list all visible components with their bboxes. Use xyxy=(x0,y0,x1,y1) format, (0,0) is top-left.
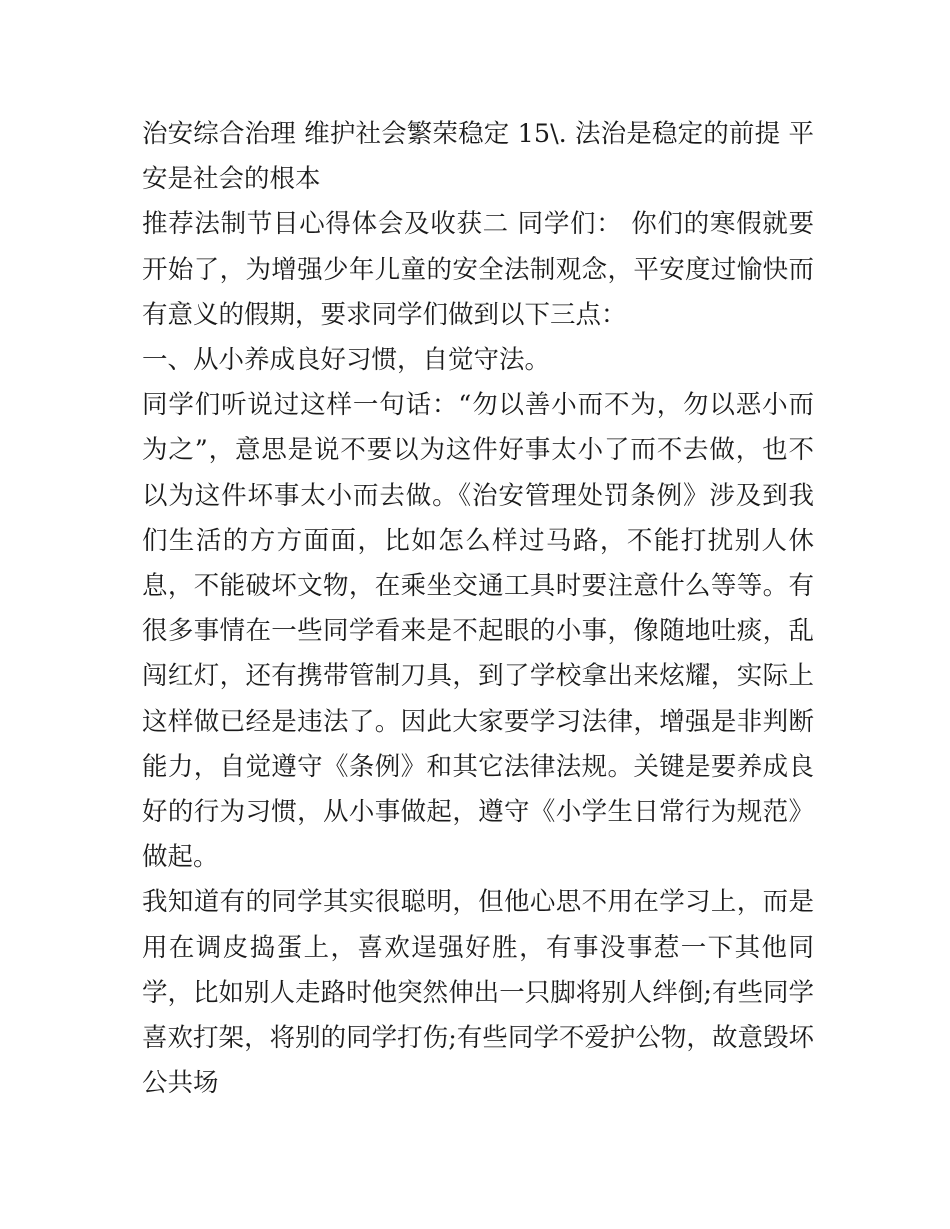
paragraph-intro: 推荐法制节目心得体会及收获二 同学们： 你们的寒假就要开始了，为增强少年儿童的安全法制观念，平安度过愉快而有意义的假期，要求同学们做到以下三点： xyxy=(142,209,814,330)
document-body xyxy=(142,112,814,1106)
paragraph-heading-one: 一、从小养成良好习惯，自觉守法。 xyxy=(142,345,551,376)
paragraph-body: 我知道有的同学其实很聪明，但他心思不用在学习上，而是用在调皮捣蛋上，喜欢逞强好胜，有事没事惹一下其他同学，比如别人走路时他突然伸出一只脚将别人绊倒;有些同学喜欢打架，将别的同学打伤;有些同学不爱护公物，故意毁坏公共场 xyxy=(142,887,814,1099)
paragraph-body: 同学们听说过这样一句话：“勿以善小而不为，勿以恶小而为之”，意思是说不要以为这件好事太小了而不去做，也不以为这件坏事太小而去做。《治安管理处罚条例》涉及到我们生活的方方面面，比如怎么样过马路，不能打扰别人休息，不能破坏文物，在乘坐交通工具时要注意什么等等。有很多事情在一些同学看来是不起眼的小事，像随地吐痰，乱闯红灯，还有携带管制刀具，到了学校拿出来炫耀，实际上这样做已经是违法了。因此大家要学习法律，增强是非判断能力，自觉遵守《条例》和其它法律法规。关键是要养成良好的行为习惯，从小事做起，遵守《小学生日常行为规范》做起。 xyxy=(142,390,814,873)
paragraph-title: 治安综合治理 维护社会繁荣稳定 15\. 法治是稳定的前提 平安是社会的根本 xyxy=(142,119,814,195)
